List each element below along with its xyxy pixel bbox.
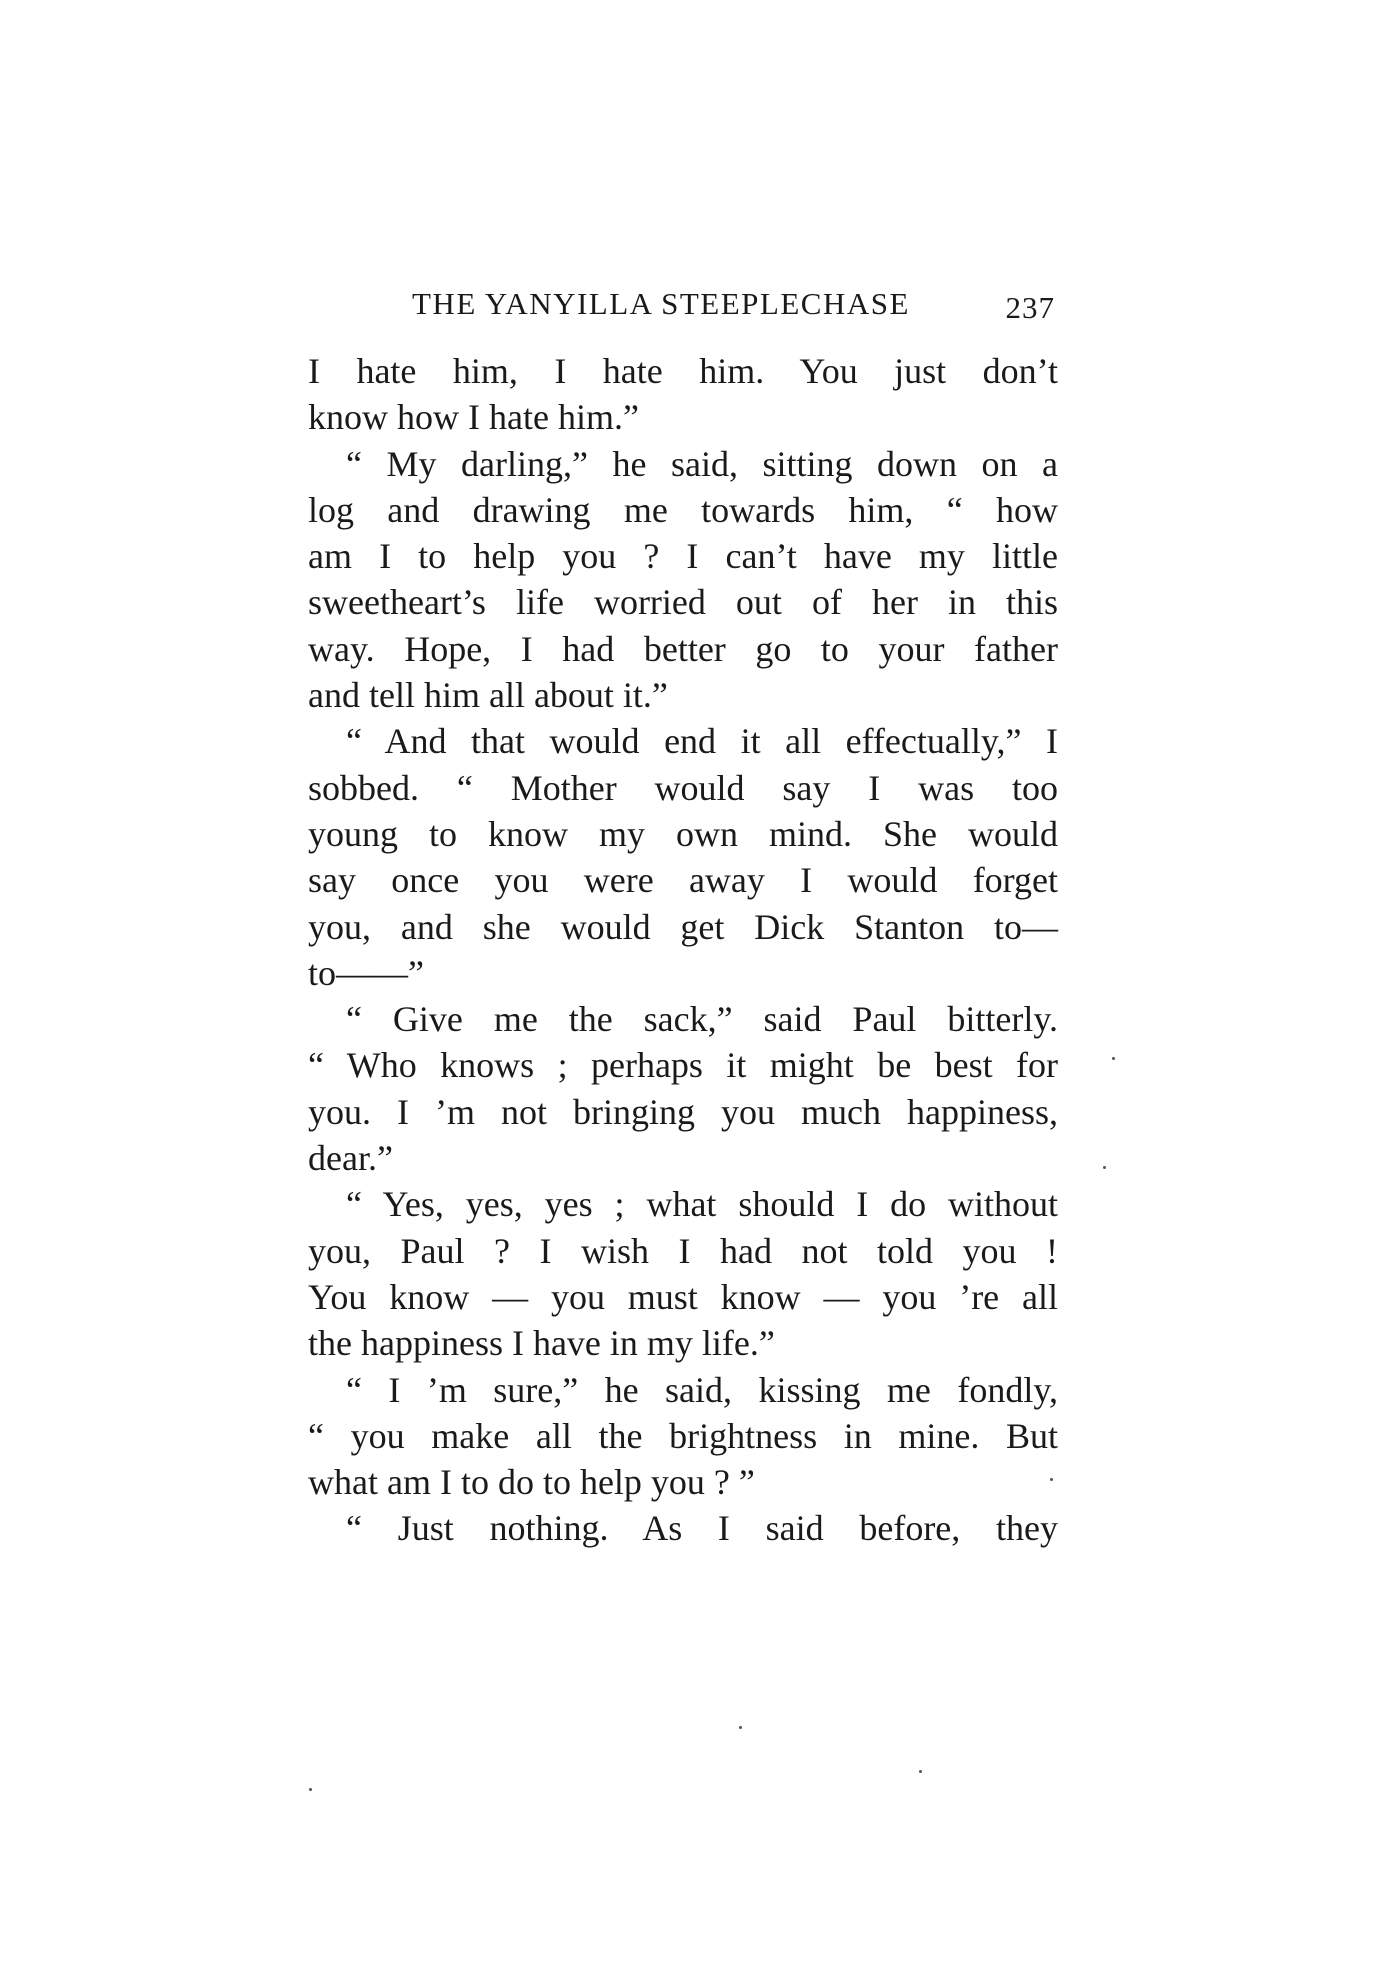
text-line: you, and she would get Dick Stanton to— (308, 906, 1058, 947)
text-line: and tell him all about it.” (308, 675, 668, 716)
text-line: You know — you must know — you ’re all (308, 1276, 1058, 1317)
text-line: say once you were away I would forget (308, 860, 1058, 901)
scan-speck (1103, 1166, 1106, 1169)
running-title: THE YANYILLA STEEPLECHASE (412, 286, 910, 321)
page-header (305, 278, 1055, 328)
text-line: “ I ’m sure,” he said, kissing me fondly, (346, 1369, 1058, 1410)
text-line: young to know my own mind. She would (308, 813, 1058, 854)
text-line: “ Yes, yes, yes ; what should I do without (346, 1184, 1058, 1225)
scan-speck (1112, 1057, 1115, 1060)
text-line: you. I ’m not bringing you much happiness, (308, 1091, 1058, 1132)
text-line: what am I to do to help you ? ” (308, 1462, 755, 1503)
text-line: the happiness I have in my life.” (308, 1323, 775, 1364)
text-line: log and drawing me towards him, “ how (308, 489, 1058, 530)
text-line: way. Hope, I had better go to your father (308, 628, 1058, 669)
text-line: you, Paul ? I wish I had not told you ! (308, 1230, 1058, 1271)
scan-speck (919, 1770, 922, 1773)
text-line: “ Just nothing. As I said before, they (346, 1508, 1058, 1549)
text-line: dear.” (308, 1138, 393, 1179)
text-line: am I to help you ? I can’t have my little (308, 536, 1058, 577)
scan-speck (309, 1788, 312, 1791)
text-line: know how I hate him.” (308, 397, 639, 438)
text-line: to——” (308, 952, 424, 993)
page-number: 237 (1005, 290, 1055, 325)
scan-speck (1050, 1478, 1053, 1481)
text-line: I hate him, I hate him. You just don’t (308, 351, 1058, 391)
text-line: “ My darling,” he said, sitting down on a (346, 443, 1058, 484)
text-line: “ And that would end it all effectually,” I (346, 721, 1058, 762)
text-line: sweetheart’s life worried out of her in this (308, 582, 1058, 623)
text-line: “ Who knows ; perhaps it might be best for (308, 1045, 1058, 1086)
body-text (308, 348, 1058, 1552)
scan-speck (739, 1726, 742, 1729)
text-line: sobbed. “ Mother would say I was too (308, 767, 1058, 808)
text-line: “ you make all the brightness in mine. But (308, 1415, 1058, 1456)
text-line: “ Give me the sack,” said Paul bitterly. (346, 999, 1058, 1040)
